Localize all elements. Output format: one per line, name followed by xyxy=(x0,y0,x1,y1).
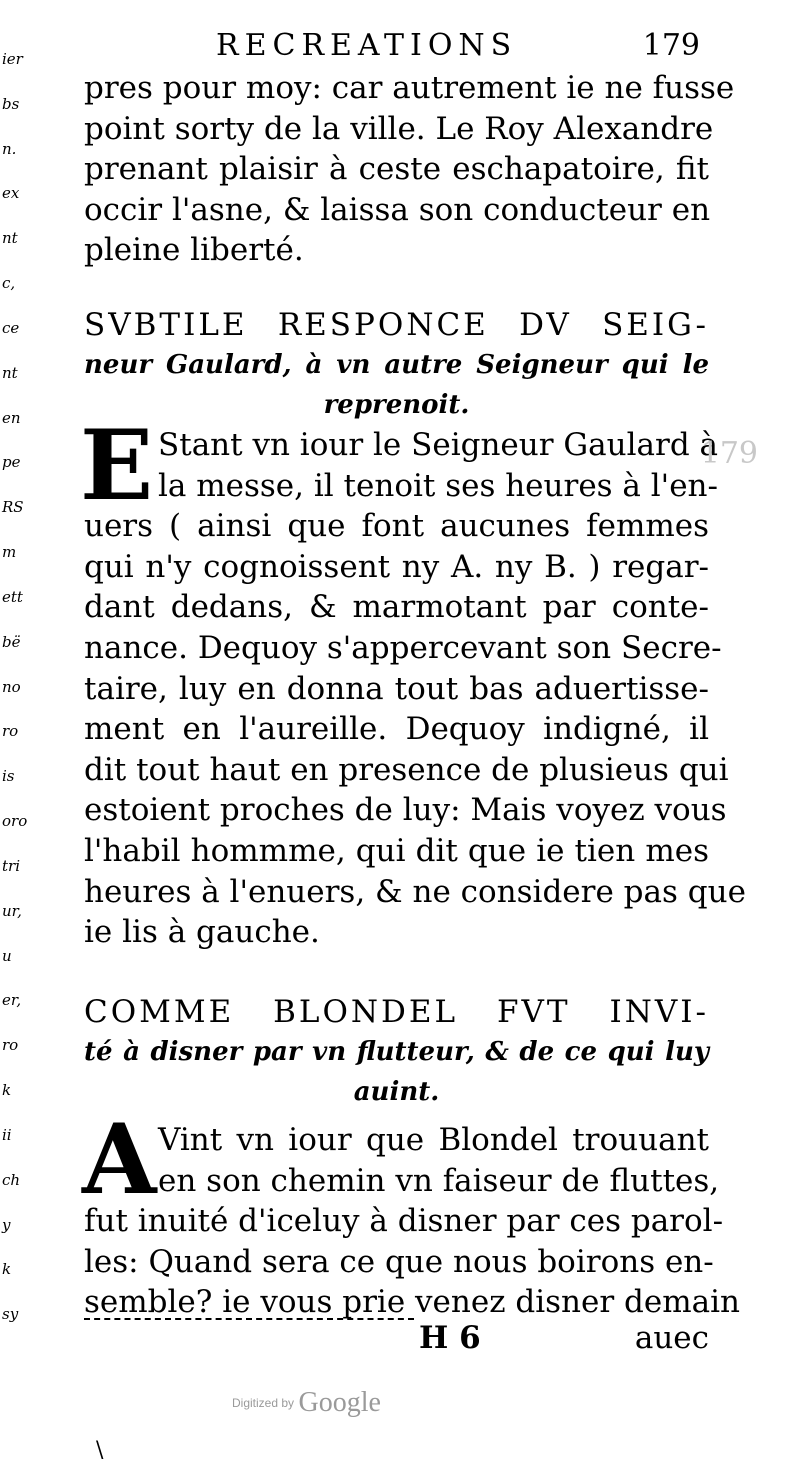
stray-mark: \ xyxy=(96,1438,104,1463)
margin-fragment: ro xyxy=(2,1036,19,1055)
margin-fragment: bs xyxy=(2,94,20,113)
margin-fragment: u xyxy=(2,946,12,965)
text-line: ment en l'aureille. Dequoy indigné, il xyxy=(84,711,709,748)
margin-fragment: er, xyxy=(2,991,22,1010)
text-line: qui n'y cognoissent ny A. ny B. ) regar- xyxy=(84,548,709,585)
section-heading-1 xyxy=(84,305,709,425)
margin-fragment: ro xyxy=(2,722,19,741)
margin-fragment: en xyxy=(2,408,21,427)
margin-fragment: bë xyxy=(2,632,21,651)
heading-caps: COMME BLONDEL FVT INVI- xyxy=(84,994,709,1030)
margin-fragment: ii xyxy=(2,1125,12,1144)
paragraph-continuation xyxy=(84,68,735,271)
text-line: fut inuité d'iceluy à disner par ces parol- xyxy=(84,1203,724,1240)
page-footer xyxy=(84,1320,709,1360)
text-line: dant dedans, & marmotant par conte- xyxy=(84,589,709,626)
margin-fragment: sy xyxy=(2,1305,19,1324)
drop-capital: E xyxy=(80,409,154,522)
margin-fragment: m xyxy=(2,543,17,562)
heading-italic: neur Gaulard, à vn autre Seigneur qui le xyxy=(84,350,709,380)
text-line: pleine liberté. xyxy=(84,232,304,269)
text-line: l'habil hommme, qui dit que ie tien mes xyxy=(84,832,709,869)
margin-fragment: nt xyxy=(2,363,18,382)
margin-fragment: ier xyxy=(2,50,23,68)
text-line: uers ( ainsi que font aucunes femmes xyxy=(84,508,709,545)
text-line: estoient proches de luy: Mais voyez vous xyxy=(84,792,727,829)
text-line: dit tout haut en presence de plusieus qui xyxy=(84,751,729,788)
text-line: heures à l'enuers, & ne considere pas que xyxy=(84,873,746,910)
google-logo: Google xyxy=(298,1387,381,1418)
margin-fragment: RS xyxy=(2,498,24,517)
margin-fragment: ch xyxy=(2,1170,21,1189)
heading-italic: auint. xyxy=(353,1077,440,1107)
running-header xyxy=(200,28,700,62)
paragraph-blondel xyxy=(84,1120,740,1323)
margin-fragment: tri xyxy=(2,856,20,875)
heading-caps: SVBTILE RESPONCE DV SEIG- xyxy=(84,307,709,343)
margin-fragment: no xyxy=(2,677,21,696)
section-heading-2 xyxy=(84,992,709,1112)
margin-fragment: y xyxy=(2,1215,11,1234)
margin-fragment: ur, xyxy=(2,901,22,920)
text-line: nance. Dequoy s'appercevant son Secre- xyxy=(84,629,722,666)
text-line: prenant plaisir à ceste eschapatoire, fit xyxy=(84,151,709,188)
margin-fragment: k xyxy=(2,1260,12,1279)
digitized-watermark xyxy=(232,1387,381,1419)
text-line: Stant vn iour le Seigneur Gaulard à xyxy=(158,427,719,463)
text-line: en son chemin vn faiseur de fluttes, xyxy=(158,1162,720,1199)
heading-italic: reprenoit. xyxy=(323,390,470,420)
text-line: ie lis à gauche. xyxy=(84,914,320,951)
text-line: occir l'asne, & laissa son conducteur en xyxy=(84,191,711,228)
text-line: taire, luy en donna tout bas aduertisse- xyxy=(84,670,709,707)
text-line: Vint vn iour que Blondel trouuant xyxy=(158,1122,709,1158)
text-line: point sorty de la ville. Le Roy Alexandre xyxy=(84,110,714,147)
heading-italic: té à disner par vn flutteur, & de ce qui luy xyxy=(84,1037,709,1067)
page-number: 179 xyxy=(642,28,700,63)
text-line: semble? ie vous prie venez disner demain xyxy=(84,1284,740,1321)
margin-fragment: ce xyxy=(2,318,20,337)
margin-fragment: n. xyxy=(2,139,17,158)
text-line: la messe, il tenoit ses heures à l'en- xyxy=(158,467,718,504)
signature-mark: H 6 xyxy=(419,1320,481,1356)
running-title: RECREATIONS xyxy=(216,28,518,63)
margin-fragment: ett xyxy=(2,587,23,606)
catchword: auec xyxy=(634,1320,709,1356)
margin-fragment: c, xyxy=(2,274,16,293)
margin-fragment: nt xyxy=(2,229,18,248)
drop-capital: A xyxy=(82,1103,157,1216)
margin-fragment: is xyxy=(2,767,15,786)
text-line: les: Quand sera ce que nous boirons en- xyxy=(84,1243,714,1280)
margin-fragment: ex xyxy=(2,184,20,203)
text-line: pres pour moy: car autrement ie ne fusse xyxy=(84,70,735,106)
margin-fragment: k xyxy=(2,1081,12,1100)
margin-fragment: pe xyxy=(2,453,21,472)
margin-fragment: oro xyxy=(2,812,28,831)
digitized-prefix: Digitized by xyxy=(232,1396,295,1410)
bleed-through-number: 179 xyxy=(700,436,758,471)
